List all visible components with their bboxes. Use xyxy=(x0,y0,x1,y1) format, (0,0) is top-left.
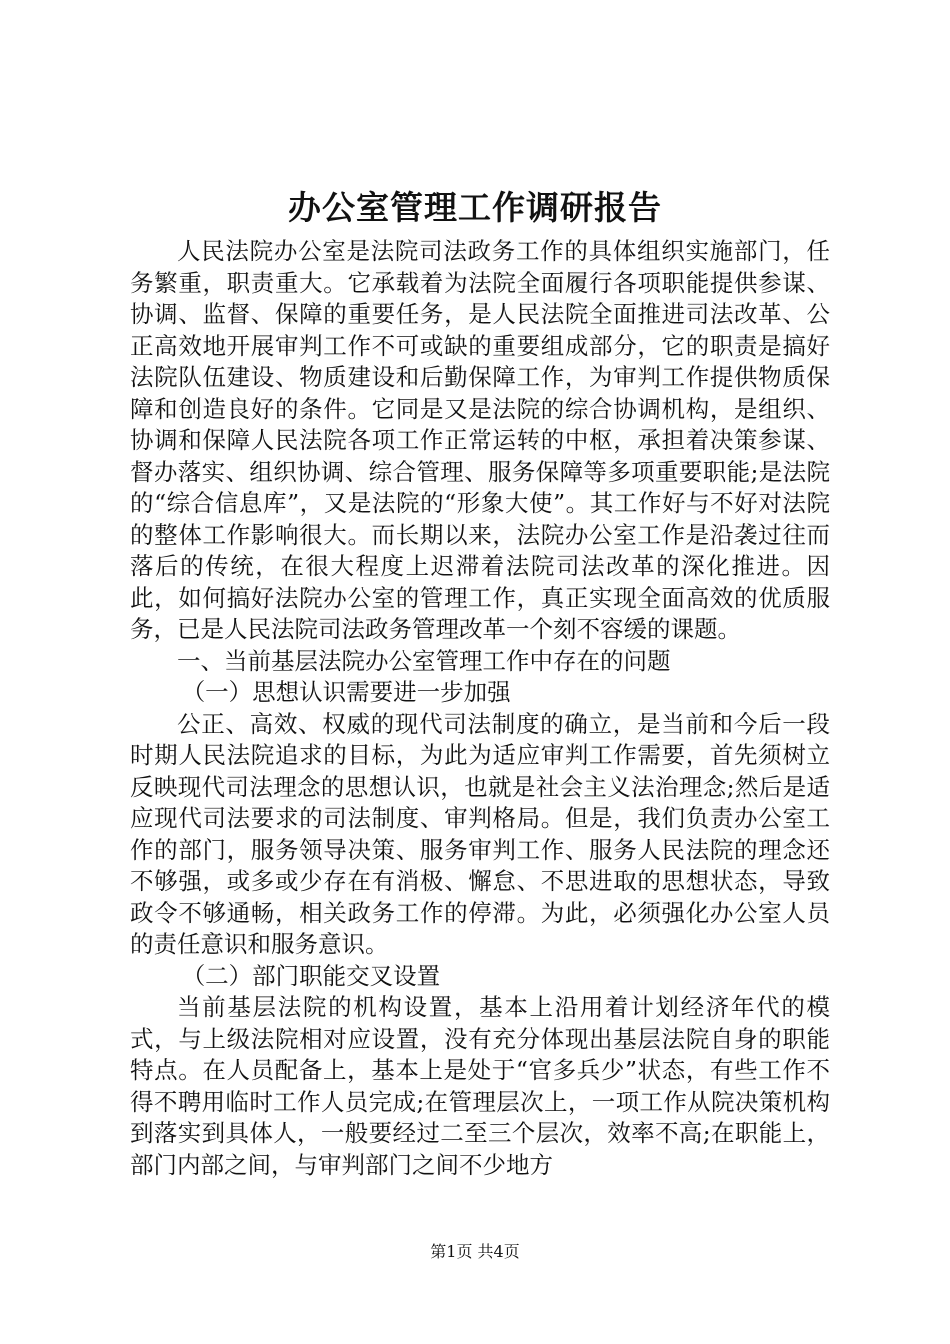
subsection-heading-2: （二）部门职能交叉设置 xyxy=(181,961,441,990)
document-title: 办公室管理工作调研报告 xyxy=(288,188,662,227)
subsection-paragraph-2: 当前基层法院的机构设置，基本上沿用着计划经济年代的模式，与上级法院相对应设置，没有充分体现出基层法院自身的职能特点。在人员配备上，基本上是处于“官多兵少”状态，有些工作不得不聘用临时工作人员完成;在管理层次上，一项工作从院决策机构到落实到具体人，一般要经过二至三个层次，效率不高;在职能上，部门内部之间，与审判部门之间不少地方 xyxy=(130,993,830,1179)
page-number-footer: 第1页 共4页 xyxy=(430,1242,520,1261)
intro-paragraph: 人民法院办公室是法院司法政务工作的具体组织实施部门，任务繁重，职责重大。它承载着为法院全面履行各项职能提供参谋、协调、监督、保障的重要任务，是人民法院全面推进司法改革、公正高效地开展审判工作不可或缺的重要组成部分，它的职责是搞好法院队伍建设、物质建设和后勤保障工作，为审判工作提供物质保障和创造良好的条件。它同是又是法院的综合协调机构，是组织、协调和保障人民法院各项工作正常运转的中枢，承担着决策参谋、督办落实、组织协调、综合管理、服务保障等多项重要职能;是法院的“综合信息库”，又是法院的“形象大使”。其工作好与不好对法院的整体工作影响很大。而长期以来，法院办公室工作是沿袭过往而落后的传统，在很大程度上迟滞着法院司法改革的深化推进。因此，如何搞好法院办公室的管理工作，真正实现全面高效的优质服务，已是人民法院司法政务管理改革一个刻不容缓的课题。 xyxy=(130,237,830,643)
subsection-paragraph-1: 公正、高效、权威的现代司法制度的确立，是当前和今后一段时期人民法院追求的目标，为此为适应审判工作需要，首先须树立反映现代司法理念的思想认识，也就是社会主义法治理念;然后是适应现代司法要求的司法制度、审判格局。但是，我们负责办公室工作的部门，服务领导决策、服务审判工作、服务人民法院的理念还不够强，或多或少存在有消极、懈怠、不思进取的思想状态，导致政令不够通畅，相关政务工作的停滞。为此，必须强化办公室人员的责任意识和服务意识。 xyxy=(130,709,830,958)
document-body xyxy=(130,236,830,1181)
subsection-heading-1: （一）思想认识需要进一步加强 xyxy=(181,678,511,706)
section-heading-1: 一、当前基层法院办公室管理工作中存在的问题 xyxy=(177,646,671,675)
